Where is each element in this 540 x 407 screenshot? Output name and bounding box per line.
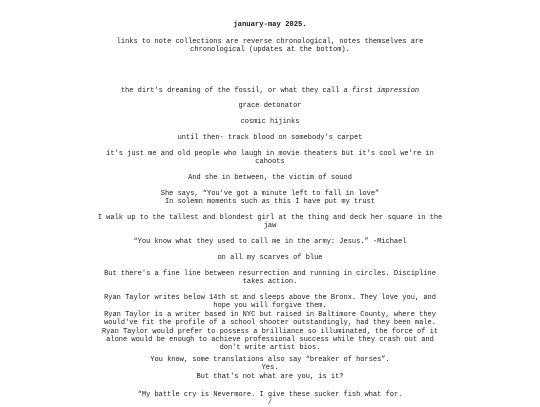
note-line: She says, “You've got a minute left to fall in love” [160, 190, 380, 198]
note-fall-in-love[interactable] [90, 190, 450, 207]
note-tallest-girl[interactable]: I walk up to the tallest and blondest girl at the thing and deck her square in the jaw [97, 214, 443, 231]
note-line: You know, some translations also say “breaker of horses”. [150, 356, 390, 364]
note-line: Yes. [261, 364, 279, 373]
note-breaker-of-horses[interactable] [90, 356, 450, 381]
note-text: the dirt's dreaming of the fossil, or what they call [120, 87, 344, 95]
note-grace-detonator[interactable]: grace detonator [238, 102, 302, 110]
note-movie-theaters[interactable]: it's just me and old people who laugh in movie theaters but it's cool we're in cahoots [106, 150, 434, 167]
note-scarves-of-blue[interactable]: on all my scarves of blue [217, 254, 323, 262]
note-fine-line[interactable]: But there's a fine line between resurrection and running in circles. Discipline takes action. [104, 270, 436, 287]
note-artist-bio[interactable] [97, 294, 443, 353]
note-paragraph: Ryan Taylor writes below 14th st and sleeps above the Bronx. They love you, and hope you will forgive them. [104, 294, 436, 311]
note-victim-of-sound[interactable]: And she in between, the victim of sound [188, 174, 352, 182]
note-jesus-quote[interactable]: “You know what they used to call me in the army: Jesus.” -Michael [133, 238, 407, 246]
note-italic-text: a first impression [343, 87, 420, 95]
note-track-blood[interactable]: until then- track blood on somebody's carpet [177, 134, 363, 142]
intro-text: links to note collections are reverse chronological, notes themselves are chronological (updates at the bottom). [116, 38, 424, 55]
page-title: january-may 2025. [233, 21, 307, 29]
note-line: But that's not what are you, is it? [196, 372, 344, 381]
note-nevermore[interactable]: “My battle cry is Nevermore. I give these sucker fish what for. [137, 391, 403, 399]
note-paragraph: Ryan Taylor is a writer based in NYC but raised in Baltimore County, where they would've fit the profile of a school shooter outstandingly, had they been male. Ryan Taylor would prefer to possess a brilliance so illuminated, the force of it alone would be enough to achieve professional success while they crash out and don't write artist bios. [101, 310, 439, 353]
note-first-impression[interactable] [90, 87, 450, 95]
note-cosmic-hijinks[interactable]: cosmic hijinks [240, 118, 300, 126]
note-line: In solemn moments such as this I have put my trust [164, 198, 376, 207]
note-slash: / [267, 399, 273, 407]
